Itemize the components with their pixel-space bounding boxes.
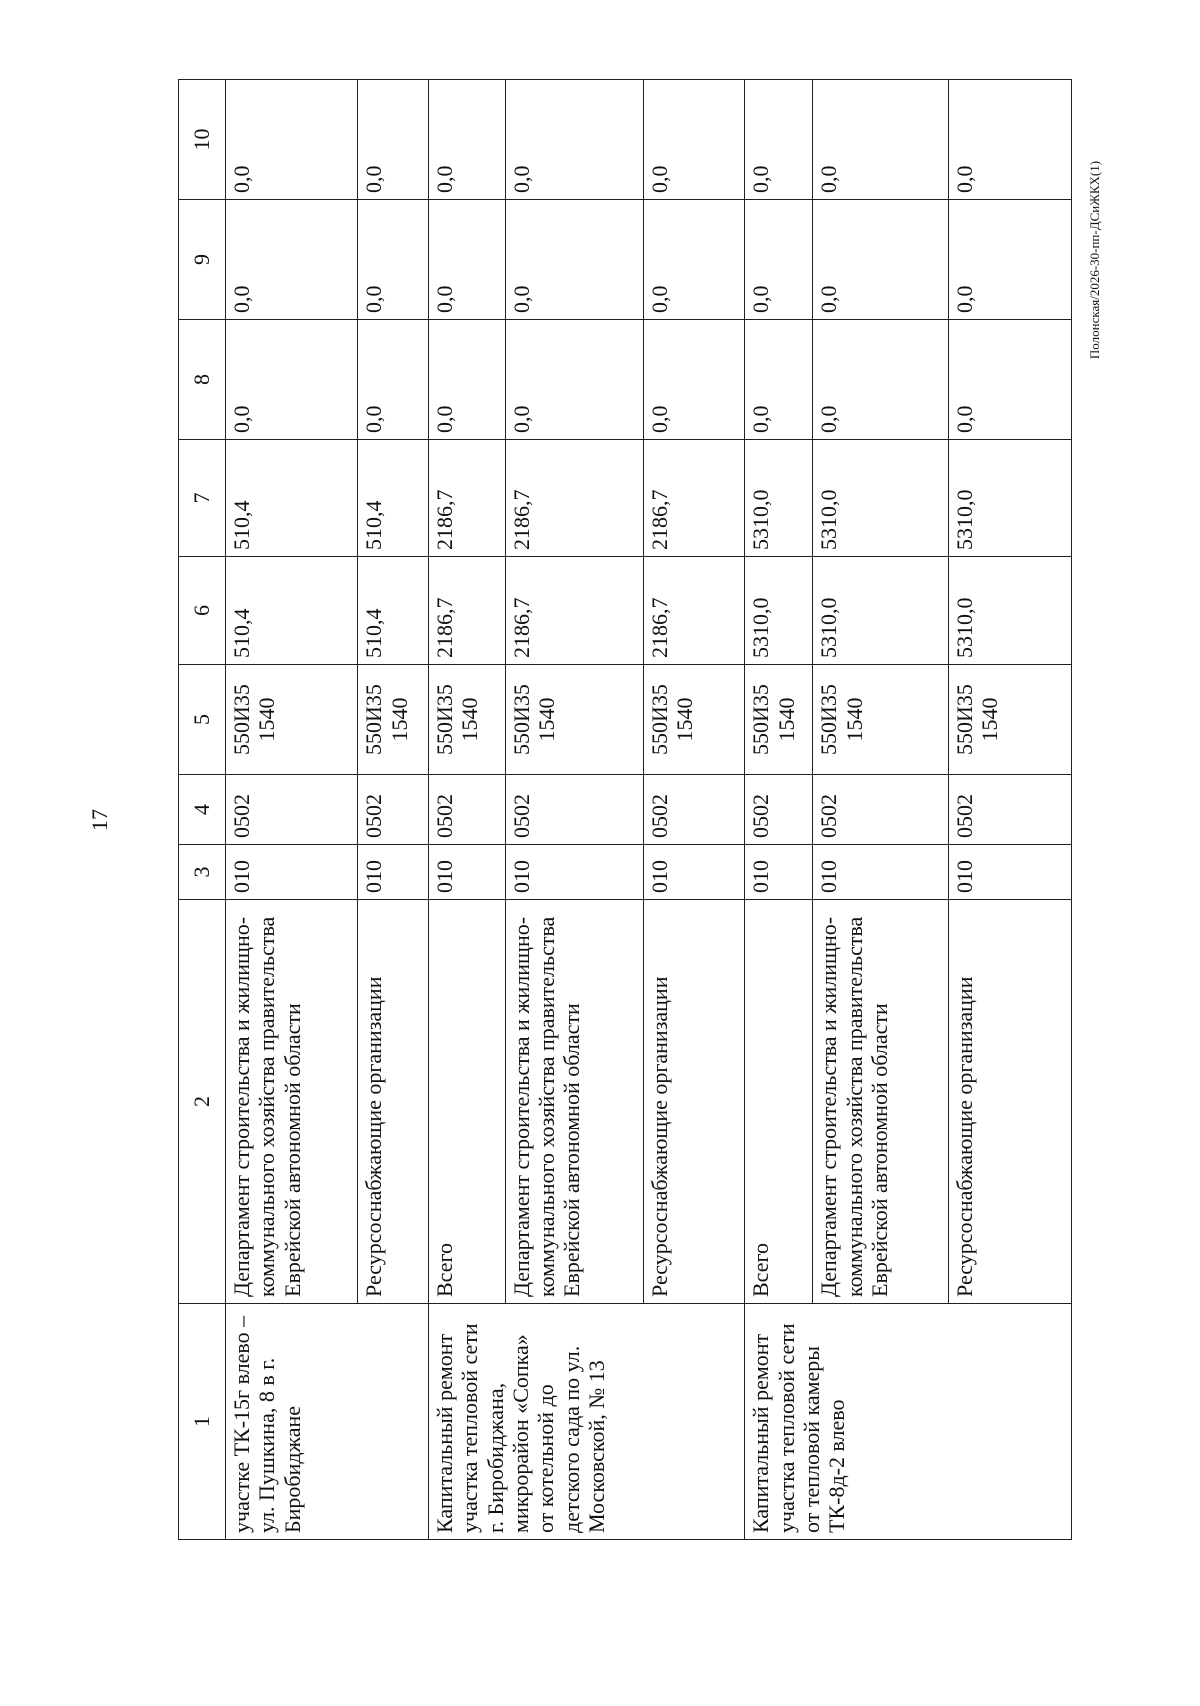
value-cell-6: 510,4 (358, 557, 429, 665)
value-cell-6: 2186,7 (429, 557, 506, 665)
source-name-cell: Всего (745, 900, 813, 1304)
header-cell: 5 (179, 665, 226, 775)
header-cell: 10 (179, 80, 226, 200)
header-cell: 1 (179, 1304, 226, 1540)
header-cell: 3 (179, 845, 226, 900)
target-article-cell: 550И35 1540 (643, 665, 745, 775)
value-cell-6: 2186,7 (505, 557, 643, 665)
value-cell-7: 510,4 (226, 440, 358, 557)
grbs-cell: 010 (813, 845, 949, 900)
grbs-cell: 010 (226, 845, 358, 900)
value-cell-9: 0,0 (949, 200, 1072, 320)
value-cell-6: 5310,0 (813, 557, 949, 665)
object-name-cell: участке ТК-15г влево – ул. Пушкина, 8 в г. Биробиджане (226, 1304, 429, 1540)
value-cell-8: 0,0 (429, 320, 506, 440)
value-cell-10: 0,0 (226, 80, 358, 200)
source-name-cell: Департамент строительства и жилищно-коммунального хозяйства правительства Еврейской автономной области (813, 900, 949, 1304)
section-cell: 0502 (429, 775, 506, 845)
source-name-cell: Всего (429, 900, 506, 1304)
header-cell: 4 (179, 775, 226, 845)
value-cell-6: 510,4 (226, 557, 358, 665)
value-cell-8: 0,0 (643, 320, 745, 440)
value-cell-9: 0,0 (505, 200, 643, 320)
value-cell-10: 0,0 (745, 80, 813, 200)
source-name-cell: Ресурсоснабжающие организации (643, 900, 745, 1304)
target-article-cell: 550И35 1540 (949, 665, 1072, 775)
header-cell: 2 (179, 900, 226, 1304)
target-article-cell: 550И35 1540 (505, 665, 643, 775)
table-row (429, 80, 506, 1540)
value-cell-7: 510,4 (358, 440, 429, 557)
value-cell-7: 5310,0 (745, 440, 813, 557)
value-cell-9: 0,0 (358, 200, 429, 320)
target-article-cell: 550И35 1540 (813, 665, 949, 775)
table-row (745, 80, 813, 1540)
rotated-table-container (178, 80, 1072, 1540)
section-cell: 0502 (358, 775, 429, 845)
target-article-cell: 550И35 1540 (226, 665, 358, 775)
target-article-cell: 550И35 1540 (429, 665, 506, 775)
section-cell: 0502 (226, 775, 358, 845)
object-name-cell: Капитальный ремонт участка тепловой сети от тепловой камеры ТК-8д-2 влево (745, 1304, 1072, 1540)
source-name-cell: Департамент строительства и жилищно-коммунального хозяйства правительства Еврейской автономной области (226, 900, 358, 1304)
section-cell: 0502 (505, 775, 643, 845)
value-cell-10: 0,0 (813, 80, 949, 200)
section-cell: 0502 (745, 775, 813, 845)
value-cell-8: 0,0 (813, 320, 949, 440)
grbs-cell: 010 (643, 845, 745, 900)
value-cell-6: 5310,0 (745, 557, 813, 665)
value-cell-8: 0,0 (358, 320, 429, 440)
target-article-cell: 550И35 1540 (358, 665, 429, 775)
value-cell-9: 0,0 (643, 200, 745, 320)
value-cell-9: 0,0 (429, 200, 506, 320)
source-name-cell: Ресурсоснабжающие организации (358, 900, 429, 1304)
value-cell-10: 0,0 (429, 80, 506, 200)
page-number: 17 (87, 809, 112, 831)
value-cell-10: 0,0 (949, 80, 1072, 200)
value-cell-9: 0,0 (226, 200, 358, 320)
value-cell-7: 5310,0 (813, 440, 949, 557)
value-cell-8: 0,0 (505, 320, 643, 440)
header-cell: 8 (179, 320, 226, 440)
value-cell-8: 0,0 (226, 320, 358, 440)
value-cell-6: 2186,7 (643, 557, 745, 665)
value-cell-7: 2186,7 (643, 440, 745, 557)
value-cell-8: 0,0 (745, 320, 813, 440)
value-cell-6: 5310,0 (949, 557, 1072, 665)
source-name-cell: Департамент строительства и жилищно-коммунального хозяйства правительства Еврейской автономной области (505, 900, 643, 1304)
value-cell-10: 0,0 (643, 80, 745, 200)
value-cell-7: 5310,0 (949, 440, 1072, 557)
value-cell-10: 0,0 (505, 80, 643, 200)
grbs-cell: 010 (745, 845, 813, 900)
header-cell: 6 (179, 557, 226, 665)
grbs-cell: 010 (949, 845, 1072, 900)
header-row (179, 80, 226, 1540)
section-cell: 0502 (643, 775, 745, 845)
section-cell: 0502 (949, 775, 1072, 845)
document-footer-code: Полонская/2026-30-пп-ДСиЖКХ(1) (1087, 160, 1102, 360)
object-name-cell: Капитальный ремонт участка тепловой сети г. Биробиджана, микрорайон «Сопка» от котельной до детского сада по ул. Московской, № 13 (429, 1304, 745, 1540)
grbs-cell: 010 (505, 845, 643, 900)
header-cell: 7 (179, 440, 226, 557)
section-cell: 0502 (813, 775, 949, 845)
value-cell-9: 0,0 (813, 200, 949, 320)
source-name-cell: Ресурсоснабжающие организации (949, 900, 1072, 1304)
grbs-cell: 010 (429, 845, 506, 900)
grbs-cell: 010 (358, 845, 429, 900)
value-cell-7: 2186,7 (505, 440, 643, 557)
target-article-cell: 550И35 1540 (745, 665, 813, 775)
header-cell: 9 (179, 200, 226, 320)
value-cell-10: 0,0 (358, 80, 429, 200)
value-cell-8: 0,0 (949, 320, 1072, 440)
value-cell-7: 2186,7 (429, 440, 506, 557)
budget-table (178, 79, 1072, 1540)
value-cell-9: 0,0 (745, 200, 813, 320)
table-row (226, 80, 358, 1540)
